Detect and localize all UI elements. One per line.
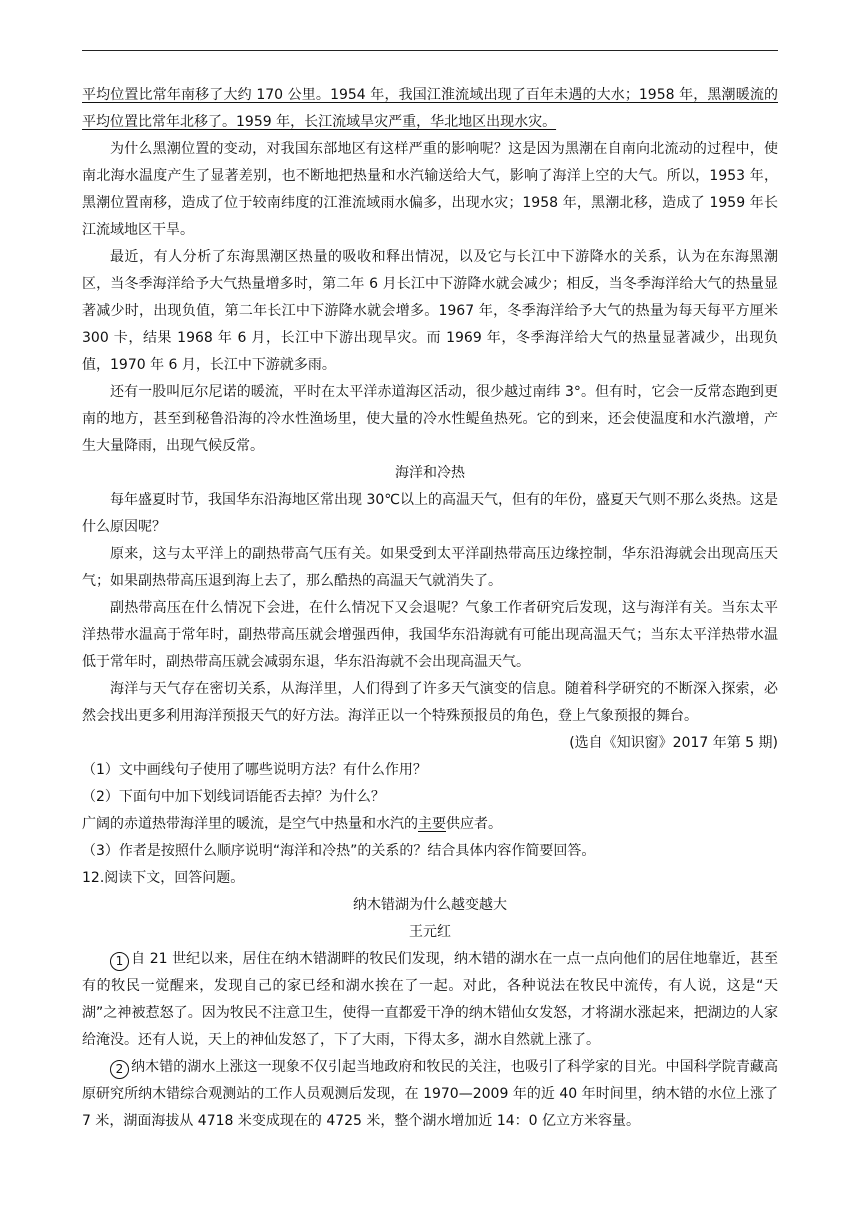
paragraph: 每年盛夏时节，我国华东沿海地区常出现 30℃以上的高温天气，但有的年份，盛夏天气则不那么炎热。这是什么原因呢？ bbox=[82, 492, 778, 535]
underlined-word: 主要 bbox=[418, 816, 446, 832]
question-12-heading: 12.阅读下文，回答问题。 bbox=[82, 870, 245, 886]
header-rule bbox=[82, 50, 778, 51]
source-citation: (选自《知识窗》2017 年第 5 期) bbox=[569, 735, 778, 751]
paragraph: 海洋与天气存在密切关系，从海洋里，人们得到了许多天气演变的信息。随着科学研究的不断深入探索，必然会找出更多利用海洋预报天气的好方法。海洋正以一个特殊预报员的角色，登上气象预报的舞台。 bbox=[82, 681, 778, 724]
article-title: 纳木错湖为什么越变越大 bbox=[353, 897, 507, 913]
paragraph: 为什么黑潮位置的变动，对我国东部地区有这样严重的影响呢？这是因为黑潮在自南向北流动的过程中，使南北海水温度产生了显著差别，也不断地把热量和水汽输送给大气，影响了海洋上空的大气。所以，1953 年，黑潮位置南移，造成了位于较南纬度的江淮流域雨水偏多，出现水灾；1958 年，黑潮北移，造成了 1959 年长江流域地区干旱。 bbox=[82, 141, 778, 238]
sentence-text: 广阔的赤道热带海洋里的暖流，是空气中热量和水汽的 bbox=[82, 816, 418, 832]
paragraph-text: 自 21 世纪以来，居住在纳木错湖畔的牧民们发现，纳木错的湖水在一点一点向他们的居住地靠近，甚至有的牧民一觉醒来，发现自己的家已经和湖水挨在了一起。对此，各种说法在牧民中流传，有人说，这是“天湖”之神被惹怒了。因为牧民不注意卫生，使得一直都爱干净的纳木错仙女发怒，才将湖水涨起来，把湖边的人家给淹没。还有人说，天上的神仙发怒了，下了大雨，下得太多，湖水自然就上涨了。 bbox=[82, 951, 778, 1048]
paragraph: 副热带高压在什么情况下会进，在什么情况下又会退呢？气象工作者研究后发现，这与海洋有关。当东太平洋热带水温高于常年时，副热带高压就会增强西伸，我国华东沿海就有可能出现高温天气；当东太平洋热带水温低于常年时，副热带高压就会减弱东退，华东沿海就不会出现高温天气。 bbox=[82, 600, 778, 670]
paragraph: 原来，这与太平洋上的副热带高气压有关。如果受到太平洋副热带高压边缘控制，华东沿海就会出现高压天气；如果副热带高压退到海上去了，那么酷热的高温天气就消失了。 bbox=[82, 546, 778, 589]
underlined-sentence: 平均位置比常年南移了大约 170 公里。1954 年，我国江淮流域出现了百年未遇的大水；1958 年，黑潮暖流的平均位置比常年北移了。1959 年，长江流域旱灾严重，华北地区出现水灾。 bbox=[82, 87, 778, 130]
paragraph-number-badge: 1 bbox=[110, 952, 129, 971]
question-2: （2）下面句中加下划线词语能否去掉？为什么？ bbox=[82, 789, 385, 805]
sentence-text: 供应者。 bbox=[446, 816, 502, 832]
paragraph-underlined-continuation bbox=[82, 82, 778, 136]
question-3: （3）作者是按照什么顺序说明“海洋和冷热”的关系的？结合具体内容作简要回答。 bbox=[82, 843, 596, 859]
document-page bbox=[82, 82, 778, 1135]
paragraph-number-badge: 2 bbox=[110, 1060, 129, 1079]
question-2-sentence bbox=[82, 811, 778, 838]
paragraph: 最近，有人分析了东海黑潮区热量的吸收和释出情况，以及它与长江中下游降水的关系，认为在东海黑潮区，当冬季海洋给予大气热量增多时，第二年 6 月长江中下游降水就会减少；相反，当冬季海洋给大气的热量显著减少时，出现负值，第二年长江中下游降水就会增多。1967 年，冬季海洋给予大气的热量为每天每平方厘米 300 卡，结果 1968 年 6 月，长江中下游出现旱灾。而 1969 年，冬季海洋给大气的热量显著减少，出现负值，1970 年 6 月，长江中下游就多雨。 bbox=[82, 249, 778, 373]
paragraph: 还有一股叫厄尔尼诺的暖流，平时在太平洋赤道海区活动，很少越过南纬 3°。但有时，它会一反常态跑到更南的地方，甚至到秘鲁沿海的冷水性渔场里，使大量的冷水性鳀鱼热死。它的到来，还会使温度和水汽激增，产生大量降雨，出现气候反常。 bbox=[82, 384, 778, 454]
article-author: 王元红 bbox=[409, 924, 451, 940]
article-paragraph-2 bbox=[82, 1054, 778, 1135]
article-paragraph-1 bbox=[82, 946, 778, 1054]
paragraph-text: 纳木错的湖水上涨这一现象不仅引起当地政府和牧民的关注，也吸引了科学家的目光。中国科学院青藏高原研究所纳木错综合观测站的工作人员观测后发现，在 1970—2009 年的近 40 年时间里，纳木错的水位上涨了 7 米，湖面海拔从 4718 米变成现在的 4725 米，整个湖水增加近 14：0 亿立方米容量。 bbox=[82, 1059, 778, 1129]
section-title: 海洋和冷热 bbox=[395, 465, 465, 481]
question-1: （1）文中画线句子使用了哪些说明方法？有什么作用？ bbox=[82, 762, 427, 778]
